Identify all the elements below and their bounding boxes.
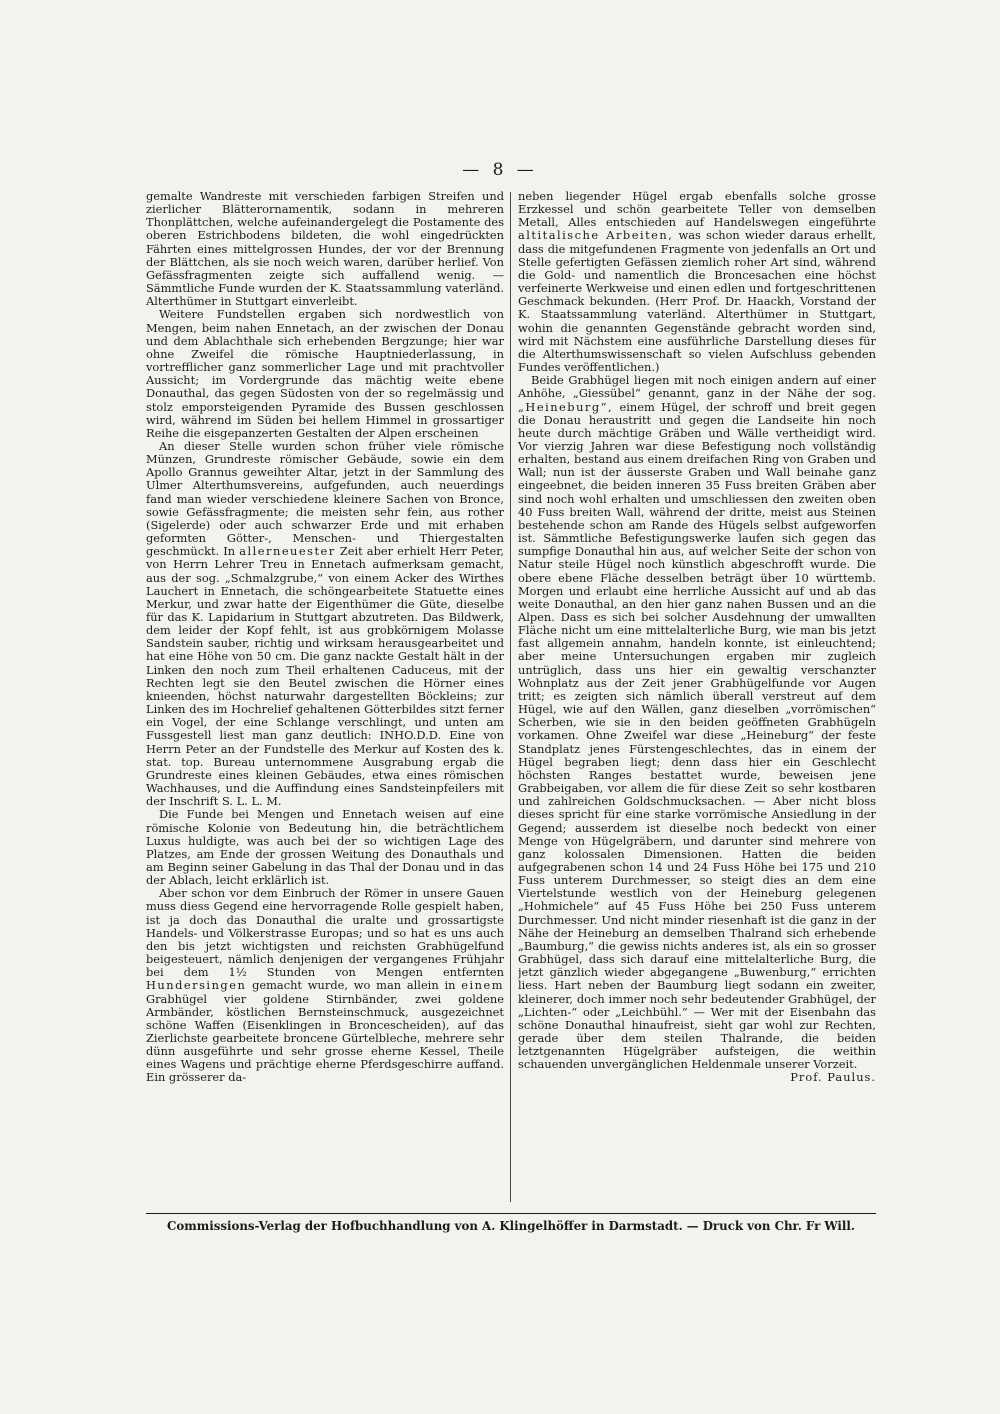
footer-rule [146, 1213, 876, 1214]
text-run: Zeit aber erhielt Herr Peter, von Herrn Lehrer Treu in Ennetach aufmerksam gemacht, aus der sog. „Schmalzgrube,“ von einem Acker des Wirthes Lauchert in Ennetach, die schöngearbeitete Statuette eines Merkur, und zwar hatte der Eigenthümer die Güte, dieselbe für das K. Lapidarium in Stuttgart abzutreten. Das Bildwerk, dem leider der Kopf fehlt, ist aus grobkörnigem Molasse Sandstein sauber, richtig und wirksam herausgearbeitet und hat eine Höhe von 50 cm. Die ganz nackte Gestalt hält in der Linken den noch zum Theil erhaltenen Caduceus, mit der Rechten legt sie den Beutel zwischen die Hörner eines knieenden, höchst naturwahr dargestellten Böckleins; zur Linken des im Hochrelief gehaltenen Götterbildes sitzt ferner ein Vogel, der eine Schlange verschlingt, und unten am Fussgestell liest man ganz deutlich: INHO.D.D. Eine von Herrn Peter an der Fundstelle des Merkur auf Kosten des k. stat. top. Bureau unternommene Ausgrabung ergab die Grundreste eines kleinen Gebäudes, etwa eines römischen Wachhauses, und die Auffindung eines Sandsteinpfeilers mit der Inschrift S. L. L. M. [146, 544, 504, 809]
text-run: gemacht wurde, wo man allein in [252, 978, 456, 993]
spaced-emphasis: allerneuester [239, 544, 336, 559]
spaced-emphasis: Hundersingen [146, 978, 247, 993]
page-number: — 8 — [462, 160, 538, 180]
text-run: An dieser Stelle wurden schon früher viele römische Münzen, Grundreste römischer Gebäude, sowie ein dem Apollo Grannus geweihter Altar, jetzt in der Sammlung des Ulmer Alterthumsvereins, aufgefunden, auch neuerdings fand man wieder verschiedene kleinere Sachen von Bronce, sowie Gefässfragmente; die meisten sehr fein, aus rother (Sigelerde) oder auch schwarzer Erde und mit erhaben geformten Götter-, Menschen- und Thiergestalten geschmückt. In [146, 438, 504, 559]
publisher-imprint: Commissions-Verlag der Hofbuchhandlung von A. Klingelhöffer in Darmstadt. — Druck von Chr. Fr Will. [167, 1219, 855, 1233]
paragraph: gemalte Wandreste mit verschieden farbigen Streifen und zierlicher Blätterornamentik, sodann in mehreren Thonplättchen, welche aufeinandergelegt die Postamente des oberen Estrichbodens bildeten, die wohl eingedrückten Fährten eines mittelgrossen Hundes, der vor der Brennung der Blättchen, als sie noch weich waren, darüber herlief. Von Gefässfragmenten zeigte sich auffallend wenig. — Sämmtliche Funde wurden der K. Staatssammlung vaterländ. Alterthümer in Stuttgart einverleibt. [146, 190, 504, 309]
author-signature: Prof. Paulus. [790, 1070, 876, 1085]
left-column [146, 190, 504, 1212]
paragraph [518, 190, 876, 374]
spaced-emphasis: einem [461, 978, 504, 993]
column-divider [510, 192, 511, 1202]
text-run: neben liegender Hügel ergab ebenfalls solche grosse Erzkessel und schön gearbeitete Teller von demselben Metall, Alles entschieden auf Handelswegen eingeführte [518, 190, 876, 230]
paragraph: Weitere Fundstellen ergaben sich nordwestlich von Mengen, beim nahen Ennetach, an der zwischen der Donau und dem Ablachthale sich erhebenden Bergzunge; hier war ohne Zweifel die römische Hauptniederlassung, in vortrefflicher ganz sommerlicher Lage und mit prachtvoller Aussicht; im Vordergrunde das mächtig weite ebene Donauthal, das gegen Südosten von der so regelmässig und stolz emporsteigenden Pyramide des Bussen geschlossen wird, während im Süden bei hellem Himmel in grossartiger Reihe die eisgepanzerten Gestalten der Alpen erscheinen [146, 307, 504, 440]
text-run: Aber schon vor dem Einbruch der Römer in unsere Gauen muss diess Gegend eine hervorragende Rolle gespielt haben, ist ja doch das Donauthal die uralte und grossartigste Handels- und Völkerstrasse Europas; und so hat es uns auch den bis jetzt wichtigsten und reichsten Grabhügelfund beigesteuert, nämlich denjenigen der vergangenes Frühjahr bei dem 1½ Stunden von Mengen entfernten [146, 886, 504, 980]
paragraph [518, 374, 876, 1071]
text-run: Beide Grabhügel liegen mit noch einigen andern auf einer Anhöhe, „Giessübel“ genannt, ganz in der Nähe der sog. [518, 373, 876, 401]
paragraph [146, 440, 504, 808]
paragraph: Die Funde bei Mengen und Ennetach weisen auf eine römische Kolonie von Bedeutung hin, die beträchtlichem Luxus huldigte, was auch bei der so wichtigen Lage des Platzes, am Ende der grossen Weitung des Donauthals und am Beginn seiner Gabelung in das Thal der Donau und in das der Ablach, leicht erklärlich ist. [146, 807, 504, 888]
text-run: einem Hügel, der schroff und breit gegen die Donau heraustritt und gegen die Landseite hin noch heute durch mächtige Gräben und Wälle vertheidigt wird. Vor vierzig Jahren war diese Befestigung noch vollständig erhalten, bestand aus einem dreifachen Ring von Graben und Wall; nun ist der äusserste Graben und Wall beinahe ganz eingeebnet, die beiden inneren 35 Fuss breiten Gräben aber sind noch wohl erhalten und umschliessen den zweiten oben 40 Fuss breiten Wall, während der dritte, meist aus Steinen bestehende schon am Rande des Hügels selbst aufgeworfen ist. Sämmtliche Befestigungswerke laufen sich gegen das sumpfige Donauthal hin aus, auf welcher Seite der schon von Natur steile Hügel noch künstlich abgeschrofft wurde. Die obere ebene Fläche desselben beträgt über 10 württemb. Morgen und erlaubt eine herrliche Aussicht auf und ab das weite Donauthal, an den hier ganz nahen Bussen und an die Alpen. Dass es sich bei solcher Ausdehnung der umwallten Fläche nicht um eine mittelalterliche Burg, wie man bis jetzt fast allgemein annahm, handeln konnte, ist einleuchtend; aber meine Untersuchungen ergaben mir zugleich untrüglich, dass uns hier ein gewaltig verschanzter Wohnplatz aus der Zeit jener Grabhügelfunde vor Augen tritt; es zeigten sich nämlich überall verstreut auf dem Hügel, wie auf den Wällen, ganz dieselben „vorrömischen“ Scherben, wie sie in den beiden geöffneten Grabhügeln vorkamen. Ohne Zweifel war diese „Heineburg“ der feste Standplatz jenes Fürstengeschlechtes, das in einem der Hügel begraben liegt; denn dass hier ein Geschlecht höchsten Ranges bestattet wurde, beweisen jene Grabbeigaben, vor allem die für diese Zeit so sehr kostbaren und zahlreichen Goldschmucksachen. — Aber nicht bloss dieses spricht für eine starke vorrömische Ansiedlung in der Gegend; ausserdem ist dieselbe noch bedeckt von einer Menge von Hügelgräbern, und darunter sind mehrere von ganz kolossalen Dimensionen. Hatten die beiden aufgegrabenen schon 14 und 24 Fuss Höhe bei 175 und 210 Fuss unterem Durchmesser, so steigt dies an dem eine Viertelstunde westlich von der Heineburg gelegenen „Hohmichele“ auf 45 Fuss Höhe bei 250 Fuss unterem Durchmesser. Und nicht minder riesenhaft ist die ganz in der Nähe der Heineburg an demselben Thalrand sich erhebende „Baumburg,“ die gewiss nichts anderes ist, als ein so grosser Grabhügel, dass sich darauf eine mittelalterliche Burg, die jetzt gänzlich wieder abgegangene „Buwenburg,“ errichten liess. Hart neben der Baumburg liegt sodann ein zweiter, kleinerer, doch immer noch sehr bedeutender Grabhügel, der „Lichten-“ oder „Leichbühl.“ — Wer mit der Eisenbahn das schöne Donauthal hinaufreist, sieht gar wohl zur Rechten, gerade über dem steilen Thalrande, die beiden letztgenannten Hügelgräber aufsteigen, die weithin schauenden unvergänglichen Heldenmale unserer Vorzeit. [518, 399, 876, 1072]
paragraph [146, 887, 504, 1084]
right-column [518, 190, 876, 1212]
spaced-emphasis: altitalische Arbeiten, [518, 228, 674, 243]
text-run: was schon wieder daraus erhellt, dass die mitgefundenen Fragmente von jedenfalls an Ort und Stelle gefertigten Gefässen ziemlich roher Art sind, während die Gold- und namentlich die Broncesachen eine höchst verfeinerte Werkweise und einen edlen und fortgeschrittenen Geschmack bekunden. (Herr Prof. Dr. Haackh, Vorstand der K. Staatssammlung vaterländ. Alterthümer in Stuttgart, wohin die genannten Gegenstände gebracht worden sind, wird mit Nächstem eine ausführliche Darstellung dieses für die Alterthumswissenschaft so vielen Aufschluss gebenden Fundes veröffentlichen.) [518, 228, 876, 375]
spaced-emphasis: „Heineburg“, [518, 399, 614, 414]
text-run: Grabhügel vier goldene Stirnbänder, zwei goldene Armbänder, köstlichen Bernsteinschmuck, ausgezeichnet schöne Waffen (Eisenklingen in Broncescheiden), auf das Zierlichste gearbeitete broncene Gürtelbleche, mehrere sehr dünn ausgeführte und sehr grosse eherne Kessel, Theile eines Wagens und prächtige eherne Pferdsgeschirre auffand. Ein grösserer da- [146, 991, 504, 1085]
